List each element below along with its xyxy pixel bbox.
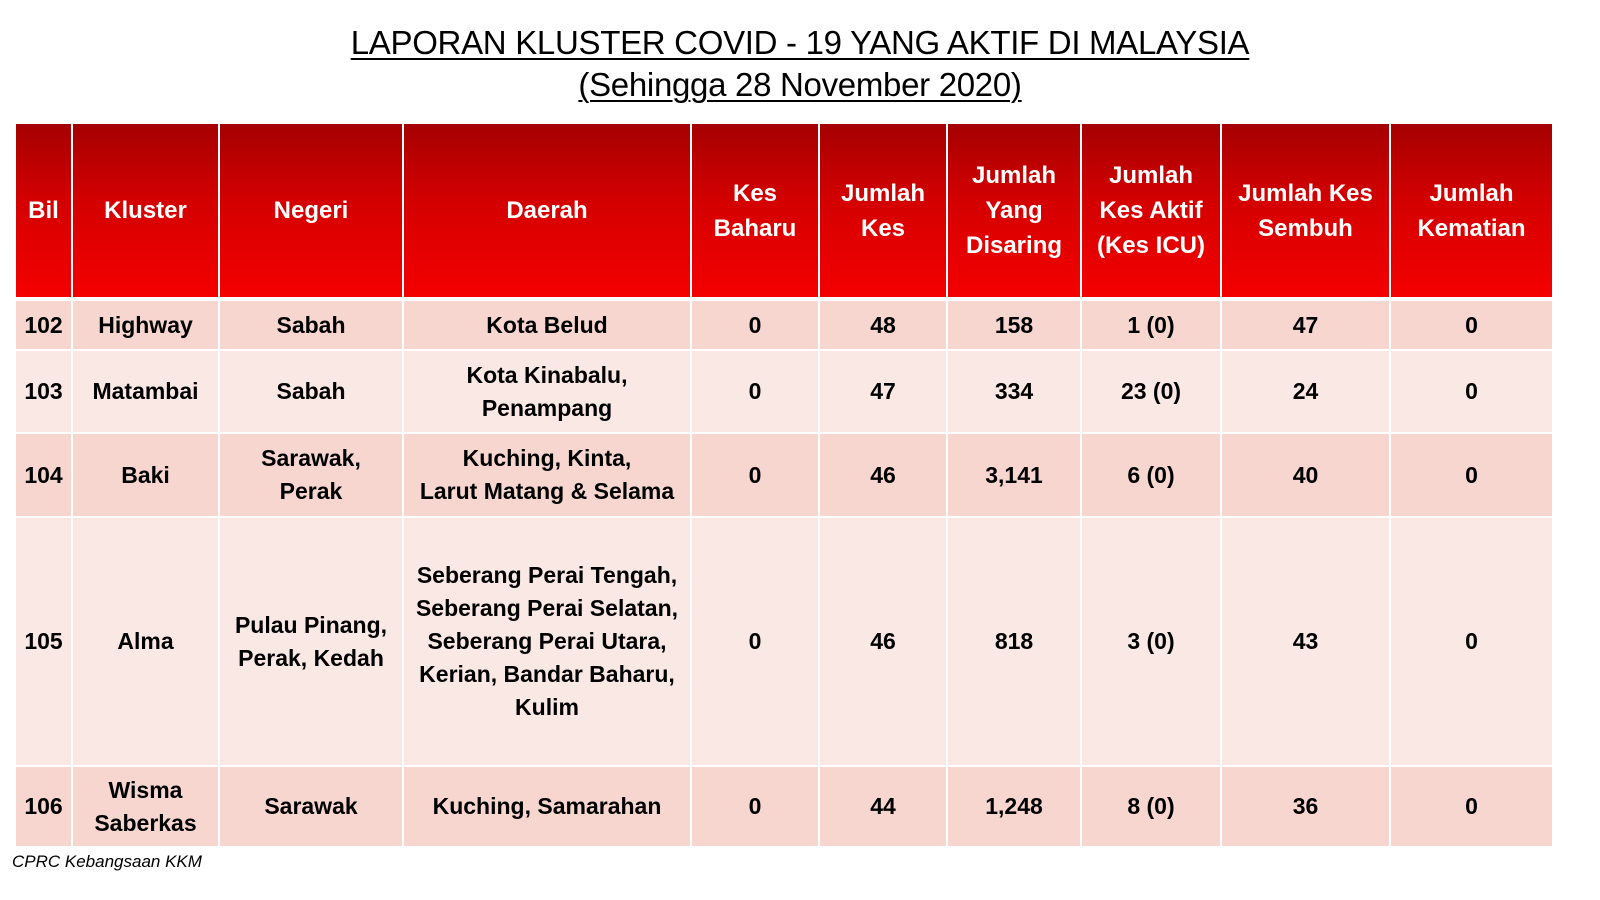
cell-bil: 102 [15, 299, 72, 350]
cell-text-line: Perak [279, 478, 343, 504]
table-row [15, 433, 1553, 517]
cell-kluster [72, 766, 219, 847]
cell-kes-baharu: 0 [691, 433, 819, 517]
cell-kes-aktif: 1 (0) [1081, 299, 1221, 350]
header-kes-baharu [691, 123, 819, 299]
header-kluster [72, 123, 219, 299]
cluster-table [14, 122, 1554, 848]
header-text: Jumlah [1429, 179, 1514, 207]
cell-negeri [219, 299, 403, 350]
cell-negeri [219, 766, 403, 847]
header-text: Negeri [273, 197, 349, 224]
header-text: Kes [860, 214, 906, 242]
cell-kes-aktif: 8 (0) [1081, 766, 1221, 847]
header-text: Jumlah [1108, 162, 1194, 189]
header-text: Baharu [713, 214, 797, 242]
cell-jumlah-disaring: 334 [947, 350, 1081, 433]
cell-text-line: Alma [117, 628, 174, 654]
header-jumlah-kes [819, 123, 947, 299]
cell-text-line: Matambai [92, 378, 199, 404]
header-text: Yang [985, 197, 1043, 224]
cell-negeri [219, 433, 403, 517]
header-text: Bil [28, 197, 59, 224]
header-kes-aktif [1081, 123, 1221, 299]
cell-text-line: Kuching, Kinta, [462, 445, 632, 471]
title-line-2: (Sehingga 28 November 2020) [578, 66, 1022, 103]
cell-jumlah-disaring: 3,141 [947, 433, 1081, 517]
cell-jumlah-sembuh: 47 [1221, 299, 1390, 350]
cell-daerah [403, 299, 691, 350]
header-text: Jumlah [971, 162, 1057, 189]
report-title [0, 22, 1600, 106]
cell-text-line: Wisma [108, 776, 183, 803]
cell-text-line: Kulim [515, 694, 579, 720]
cell-text-line: Seberang Perai Tengah, [416, 562, 678, 588]
header-jumlah-disaring [947, 123, 1081, 299]
cell-jumlah-kematian: 0 [1390, 766, 1553, 847]
header-text: Kluster [104, 197, 187, 224]
cell-bil: 103 [15, 350, 72, 433]
cell-kes-aktif: 23 (0) [1081, 350, 1221, 433]
cell-kes-baharu: 0 [691, 299, 819, 350]
table-row [15, 299, 1553, 350]
title-line-1: LAPORAN KLUSTER COVID - 19 YANG AKTIF DI MALAYSIA [350, 24, 1250, 61]
header-text: (Kes ICU) [1096, 232, 1205, 259]
cell-daerah [403, 433, 691, 517]
table-row [15, 517, 1553, 766]
header-text: Kes Aktif [1099, 197, 1203, 224]
cell-jumlah-kematian: 0 [1390, 350, 1553, 433]
cell-jumlah-kes: 47 [819, 350, 947, 433]
header-jumlah-kematian [1390, 123, 1553, 299]
header-text: Kematian [1417, 214, 1526, 242]
cell-text-line: Saberkas [94, 809, 197, 836]
header-daerah [403, 123, 691, 299]
cell-jumlah-disaring: 818 [947, 517, 1081, 766]
header-bil [15, 123, 72, 299]
cell-kluster [72, 350, 219, 433]
cell-kes-baharu: 0 [691, 350, 819, 433]
cell-jumlah-kematian: 0 [1390, 433, 1553, 517]
cell-bil: 106 [15, 766, 72, 847]
source-footer: CPRC Kebangsaan KKM [12, 852, 202, 871]
header-text: Kes [732, 179, 778, 207]
cell-negeri [219, 517, 403, 766]
cell-text-line: Seberang Perai Selatan, [415, 595, 679, 621]
cell-jumlah-sembuh: 24 [1221, 350, 1390, 433]
header-text: Sembuh [1258, 214, 1353, 242]
cell-daerah [403, 517, 691, 766]
cell-kes-aktif: 6 (0) [1081, 433, 1221, 517]
cell-jumlah-kes: 44 [819, 766, 947, 847]
table-header-row [15, 123, 1553, 299]
cell-text-line: Kerian, Bandar Baharu, [419, 661, 675, 687]
cell-jumlah-kes: 46 [819, 433, 947, 517]
cell-kluster [72, 299, 219, 350]
cell-jumlah-sembuh: 43 [1221, 517, 1390, 766]
cell-text-line: Sabah [276, 311, 346, 338]
cell-text-line: Sarawak, [261, 445, 361, 471]
table-row [15, 766, 1553, 847]
cell-kes-baharu: 0 [691, 517, 819, 766]
table-row [15, 350, 1553, 433]
cell-text-line: Perak, Kedah [238, 644, 384, 671]
cell-text-line: Kota Kinabalu, [466, 361, 628, 388]
header-negeri [219, 123, 403, 299]
cell-jumlah-kematian: 0 [1390, 299, 1553, 350]
cell-text-line: Pulau Pinang, [234, 611, 388, 638]
table-body [15, 299, 1553, 847]
cell-text-line: Larut Matang & Selama [419, 478, 675, 504]
cell-text-line: Highway [98, 311, 193, 338]
cell-text-line: Kota Belud [486, 311, 608, 338]
header-text: Jumlah [840, 179, 926, 207]
cell-jumlah-kematian: 0 [1390, 517, 1553, 766]
cell-jumlah-kes: 48 [819, 299, 947, 350]
cell-jumlah-sembuh: 36 [1221, 766, 1390, 847]
cell-negeri [219, 350, 403, 433]
cell-text-line: Kuching, Samarahan [432, 793, 662, 819]
cell-daerah [403, 350, 691, 433]
header-jumlah-sembuh [1221, 123, 1390, 299]
cell-kes-aktif: 3 (0) [1081, 517, 1221, 766]
cell-text-line: Baki [121, 461, 170, 488]
cell-bil: 105 [15, 517, 72, 766]
cell-jumlah-disaring: 1,248 [947, 766, 1081, 847]
cell-kluster [72, 433, 219, 517]
cell-jumlah-disaring: 158 [947, 299, 1081, 350]
cell-text-line: Seberang Perai Utara, [427, 628, 667, 654]
header-text: Jumlah Kes [1238, 179, 1373, 207]
cell-jumlah-sembuh: 40 [1221, 433, 1390, 517]
cell-kluster [72, 517, 219, 766]
header-text: Disaring [965, 232, 1063, 259]
cell-bil: 104 [15, 433, 72, 517]
cell-daerah [403, 766, 691, 847]
cell-text-line: Sarawak [264, 793, 358, 819]
header-text: Daerah [506, 197, 588, 224]
cell-text-line: Sabah [276, 378, 346, 404]
cell-text-line: Penampang [481, 394, 613, 421]
cell-kes-baharu: 0 [691, 766, 819, 847]
cell-jumlah-kes: 46 [819, 517, 947, 766]
